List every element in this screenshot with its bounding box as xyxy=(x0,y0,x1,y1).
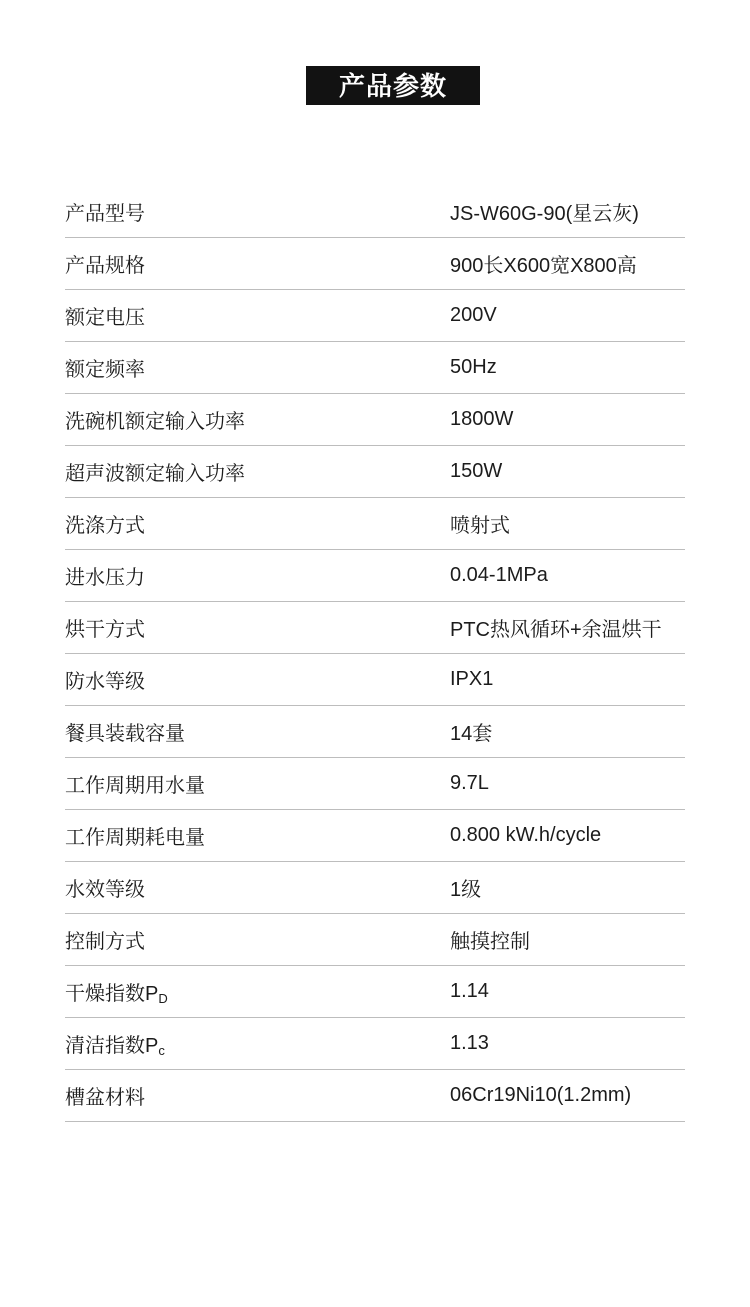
section-title: 产品参数 xyxy=(338,70,447,101)
spec-value: 0.04-1MPa xyxy=(450,564,548,586)
spec-value: JS-W60G-90(星云灰) xyxy=(450,203,639,225)
spec-label: 餐具装载容量 xyxy=(65,723,185,745)
spec-value: 0.800 kW.h/cycle xyxy=(450,824,602,846)
spec-row xyxy=(65,342,685,394)
spec-value: 1.14 xyxy=(450,980,489,1002)
spec-row xyxy=(65,446,685,498)
spec-row xyxy=(65,654,685,706)
spec-row xyxy=(65,914,685,966)
spec-row xyxy=(65,706,685,758)
spec-label: 防水等级 xyxy=(65,671,145,693)
spec-value: 喷射式 xyxy=(450,515,510,537)
spec-value: 900长X600宽X800高 xyxy=(450,255,637,277)
spec-label: 水效等级 xyxy=(65,879,145,901)
spec-label: 洗碗机额定输入功率 xyxy=(65,411,245,433)
section-title-badge xyxy=(306,66,480,105)
spec-value: 1.13 xyxy=(450,1032,489,1054)
spec-row xyxy=(65,186,685,238)
spec-label: 工作周期耗电量 xyxy=(65,827,205,849)
spec-label: 产品规格 xyxy=(65,255,145,277)
spec-label: 控制方式 xyxy=(65,931,145,953)
spec-row xyxy=(65,1018,685,1070)
spec-label: 洗涤方式 xyxy=(65,515,145,537)
spec-value: 1级 xyxy=(450,879,482,901)
spec-value: PTC热风循环+余温烘干 xyxy=(450,619,662,641)
spec-row xyxy=(65,810,685,862)
spec-value: IPX1 xyxy=(450,668,494,690)
spec-label: 额定电压 xyxy=(65,307,145,329)
spec-value: 9.7L xyxy=(450,772,489,794)
spec-label: 产品型号 xyxy=(65,203,145,225)
spec-row xyxy=(65,550,685,602)
spec-label: 干燥指数$P_D$ xyxy=(65,983,168,1006)
spec-label: 烘干方式 xyxy=(65,619,145,641)
spec-label: 超声波额定输入功率 xyxy=(65,463,245,485)
spec-label: 工作周期用水量 xyxy=(65,775,205,797)
spec-row xyxy=(65,238,685,290)
spec-row xyxy=(65,758,685,810)
spec-value: 1800W xyxy=(450,408,514,430)
spec-table xyxy=(65,186,685,1122)
spec-value: 50Hz xyxy=(450,356,497,378)
spec-row xyxy=(65,602,685,654)
spec-row xyxy=(65,862,685,914)
spec-value: 200V xyxy=(450,304,497,326)
spec-label: 清洁指数$P_c$ xyxy=(65,1035,165,1058)
spec-label: 额定频率 xyxy=(65,359,145,381)
spec-row xyxy=(65,498,685,550)
spec-value: 触摸控制 xyxy=(450,931,530,953)
spec-label: 进水压力 xyxy=(65,567,145,589)
spec-row xyxy=(65,966,685,1018)
spec-label-subscript: c xyxy=(158,1043,165,1058)
spec-label: 槽盆材料 xyxy=(65,1087,145,1109)
spec-value: 150W xyxy=(450,460,503,482)
spec-value: 06Cr19Ni10(1.2mm) xyxy=(450,1084,632,1106)
spec-row xyxy=(65,290,685,342)
spec-label-subscript: D xyxy=(158,991,168,1006)
spec-row xyxy=(65,1070,685,1122)
spec-row xyxy=(65,394,685,446)
spec-value: 14套 xyxy=(450,723,493,745)
